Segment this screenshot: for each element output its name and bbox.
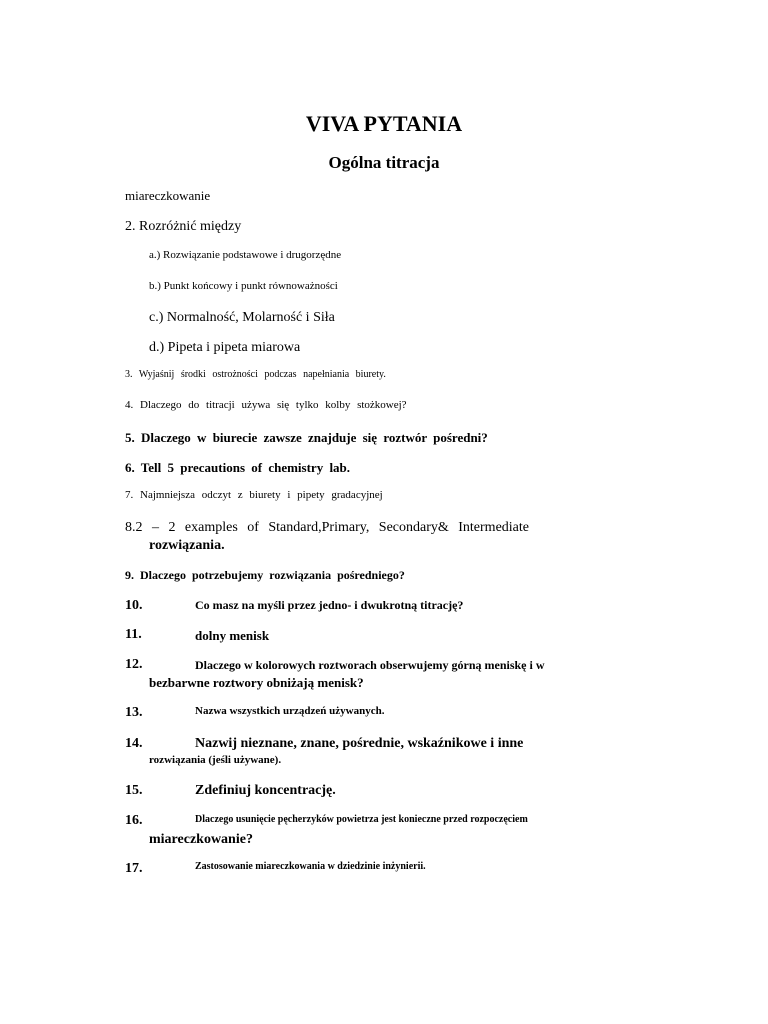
- question-3: 3. Wyjaśnij środki ostrożności podczas napełniania biurety.: [125, 369, 386, 380]
- question-16-continued: miareczkowanie?: [149, 832, 253, 847]
- question-11: dolny menisk: [195, 628, 270, 643]
- question-14: Nazwij nieznane, znane, pośrednie, wskaźnikowe i inne: [195, 736, 524, 751]
- question-2-item-a: a.) Rozwiązanie podstawowe i drugorzędne: [149, 249, 342, 261]
- question-5: 5. Dlaczego w biurecie zawsze znajduje się roztwór pośredni?: [125, 430, 488, 445]
- question-13-number: 13.: [125, 705, 143, 720]
- intro-text: miareczkowanie: [125, 188, 211, 203]
- question-8-continued: rozwiązania.: [149, 538, 225, 553]
- question-10: Co masz na myśli przez jedno- i dwukrotną titrację?: [195, 598, 464, 612]
- question-16: Dlaczego usunięcie pęcherzyków powietrza jest konieczne przed rozpoczęciem: [195, 814, 528, 825]
- question-2-item-c: c.) Normalność, Molarność i Siła: [149, 310, 335, 325]
- question-15: Zdefiniuj koncentrację.: [195, 783, 336, 798]
- question-15-number: 15.: [125, 783, 143, 798]
- question-12-number: 12.: [125, 657, 143, 672]
- document-subtitle: Ogólna titracja: [328, 153, 440, 172]
- question-17: Zastosowanie miareczkowania w dziedzinie inżynierii.: [195, 861, 426, 872]
- question-2-item-d: d.) Pipeta i pipeta miarowa: [149, 340, 301, 355]
- question-13: Nazwa wszystkich urządzeń używanych.: [195, 705, 385, 717]
- question-14-number: 14.: [125, 736, 143, 751]
- question-6: 6. Tell 5 precautions of chemistry lab.: [125, 460, 351, 475]
- question-4: 4. Dlaczego do titracji używa się tylko kolby stożkowej?: [125, 399, 407, 411]
- document-title: VIVA PYTANIA: [305, 111, 463, 136]
- question-10-number: 10.: [125, 598, 143, 613]
- question-2: 2. Rozróżnić między: [125, 219, 242, 234]
- question-17-number: 17.: [125, 861, 143, 876]
- question-12: Dlaczego w kolorowych roztworach obserwujemy górną meniskę i w: [195, 658, 545, 672]
- question-12-continued: bezbarwne roztwory obniżają menisk?: [149, 675, 364, 690]
- question-16-number: 16.: [125, 813, 143, 828]
- question-8: 8.2 – 2 examples of Standard,Primary, Secondary& Intermediate: [125, 520, 529, 535]
- question-9: 9. Dlaczego potrzebujemy rozwiązania pośredniego?: [125, 568, 405, 582]
- question-2-item-b: b.) Punkt końcowy i punkt równoważności: [149, 280, 338, 292]
- question-14-continued: rozwiązania (jeśli używane).: [149, 754, 282, 766]
- question-11-number: 11.: [125, 627, 142, 642]
- question-7: 7. Najmniejsza odczyt z biurety i pipety gradacyjnej: [125, 489, 383, 501]
